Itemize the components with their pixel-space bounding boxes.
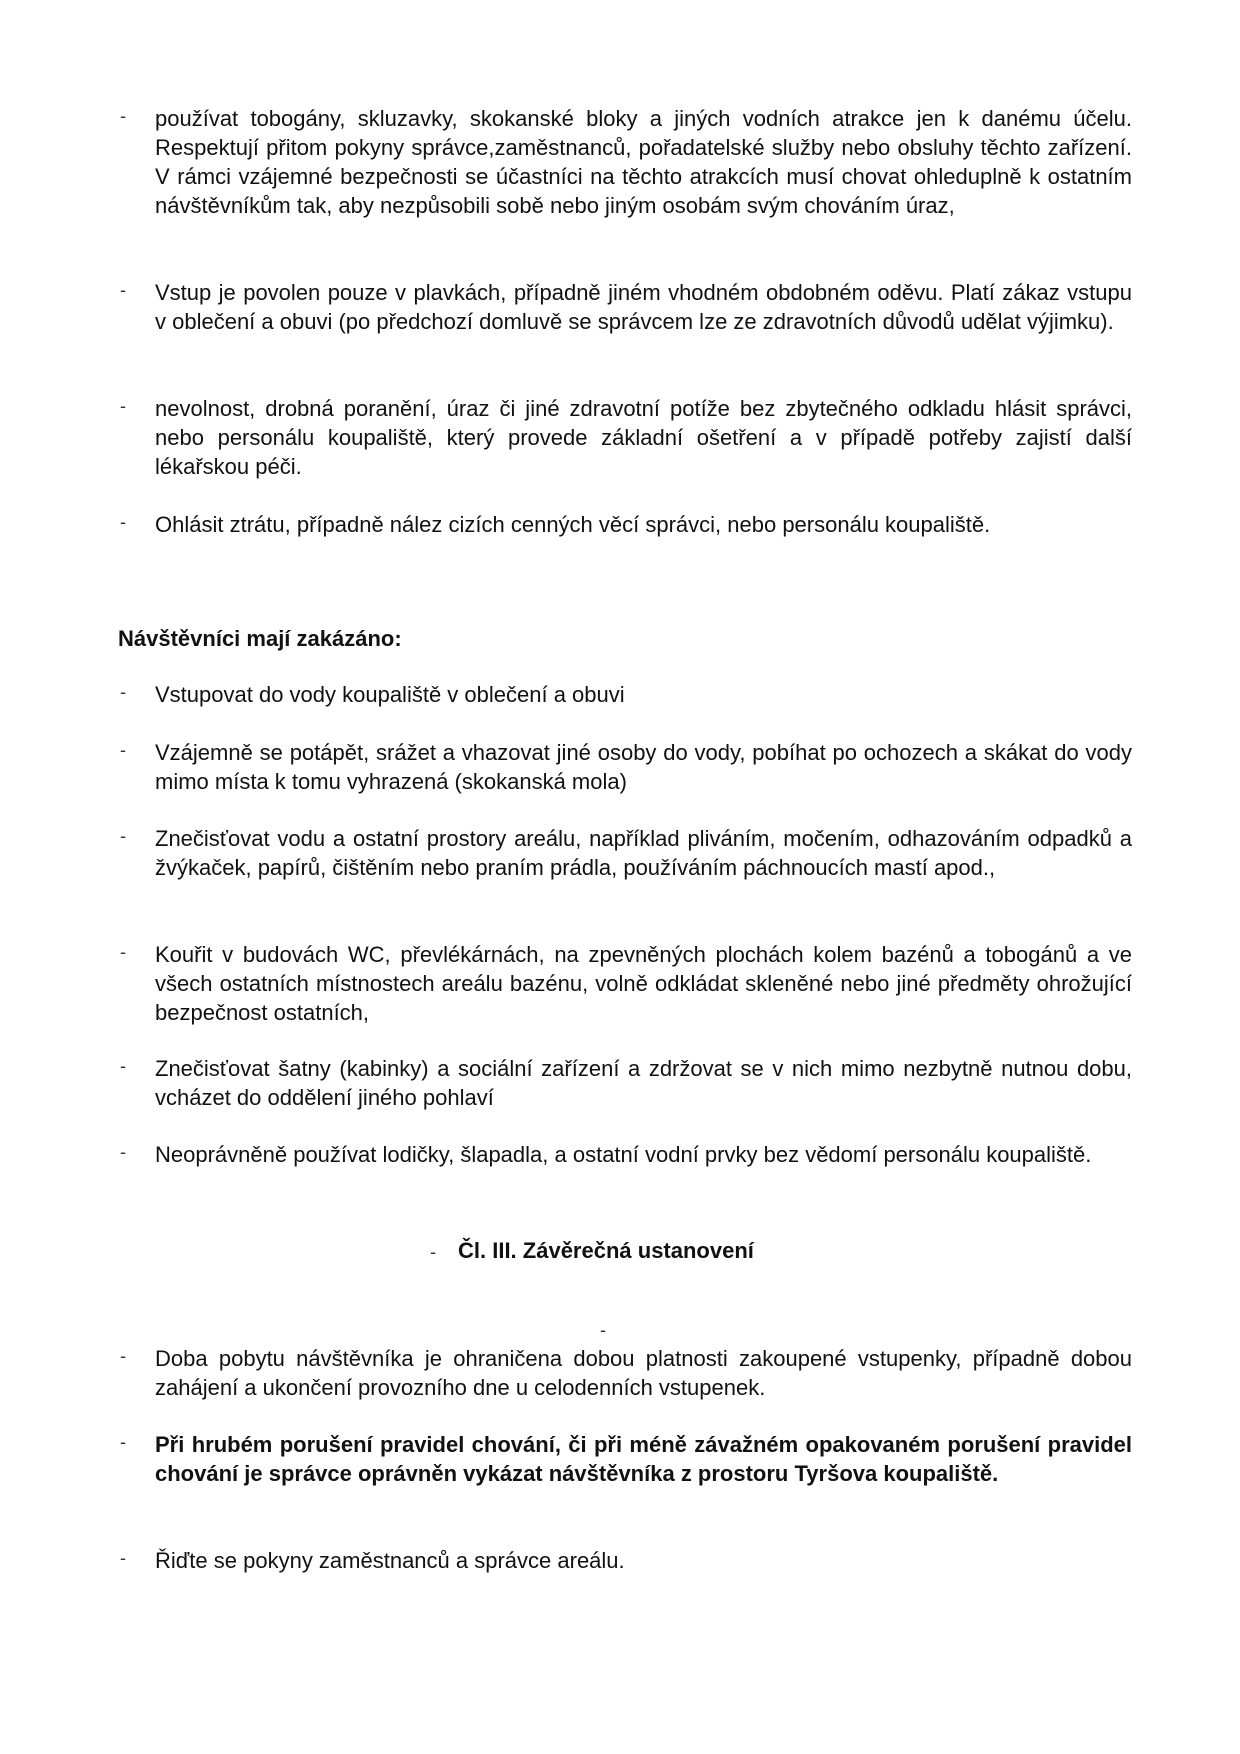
section-title [430, 1238, 754, 1264]
list-item [120, 680, 1132, 709]
list-item-text: používat tobogány, skluzavky, skokanské bloky a jiných vodních atrakce jen k danému účelu. Respektují přitom pokyny správce,zaměstnanců, pořadatelské služby nebo obsluhy těchto zařízení. V rámci vzájemné bezpečnosti se účastníci na těchto atrakcích musí chovat ohleduplně k ostatním návštěvníkům tak, aby nezpůsobili sobě nebo jiným osobám svým chováním úraz, [155, 106, 1132, 218]
list-item [120, 1430, 1132, 1488]
bullet-dash: - [120, 512, 126, 532]
list-item [120, 510, 1132, 539]
list-item [120, 1344, 1132, 1402]
bullet-dash: - [120, 280, 126, 300]
list-item-text: nevolnost, drobná poranění, úraz či jiné zdravotní potíže bez zbytečného odkladu hlásit správci, nebo personálu koupaliště, který provede základní ošetření a v případě potřeby zajistí další lékařskou péči. [155, 396, 1132, 479]
bullet-dash: - [120, 1056, 126, 1076]
list-item-text: Ohlásit ztrátu, případně nález cizích cenných věcí správci, nebo personálu koupaliště. [155, 512, 991, 537]
list-item [120, 1140, 1132, 1169]
list-item [120, 394, 1132, 481]
list-item [120, 1546, 1132, 1575]
stray-dash: - [600, 1320, 606, 1340]
list-item [120, 104, 1132, 220]
list-item-text: Znečisťovat vodu a ostatní prostory areálu, například pliváním, močením, odhazováním odpadků a žvýkaček, papírů, čištěním nebo praním prádla, používáním páchnoucích mastí apod., [155, 826, 1132, 880]
list-item-text: Neoprávněně používat lodičky, šlapadla, a ostatní vodní prvky bez vědomí personálu koupaliště. [155, 1142, 1092, 1167]
list-item-text: Doba pobytu návštěvníka je ohraničena dobou platnosti zakoupené vstupenky, případně dobou zahájení a ukončení provozního dne u celodenních vstupenek. [155, 1346, 1132, 1400]
list-item-text: Vstup je povolen pouze v plavkách, případně jiném vhodném obdobném oděvu. Platí zákaz vstupu v oblečení a obuvi (po předchozí domluvě se správcem lze ze zdravotních důvodů udělat výjimku). [155, 280, 1132, 334]
bullet-dash: - [120, 1346, 126, 1366]
bullet-dash: - [120, 942, 126, 962]
list-item-text: Vstupovat do vody koupaliště v oblečení a obuvi [155, 682, 625, 707]
bullet-dash: - [120, 1548, 126, 1568]
list-item-text: Znečisťovat šatny (kabinky) a sociální zařízení a zdržovat se v nich mimo nezbytně nutnou dobu, vcházet do oddělení jiného pohlaví [155, 1056, 1132, 1110]
bullet-dash: - [120, 1142, 126, 1162]
list-item-text: Řiďte se pokyny zaměstnanců a správce areálu. [155, 1548, 625, 1573]
list-item [120, 278, 1132, 336]
section-heading-prohibited: Návštěvníci mají zakázáno: [118, 626, 402, 651]
bullet-dash: - [120, 396, 126, 416]
bullet-dash: - [120, 106, 126, 126]
list-item-text-bold: Při hrubém porušení pravidel chování, či při méně závažném opakovaném porušení pravidel chování je správce oprávněn vykázat návštěvníka z prostoru Tyršova koupaliště. [155, 1432, 1132, 1486]
bullet-dash: - [120, 682, 126, 702]
section-title-text: Čl. III. Závěrečná ustanovení [458, 1238, 754, 1263]
section-dash: - [430, 1242, 436, 1262]
bullet-dash: - [120, 740, 126, 760]
bullet-dash: - [120, 826, 126, 846]
list-item [120, 738, 1132, 796]
list-item [120, 940, 1132, 1027]
list-item [120, 1054, 1132, 1112]
bullet-dash: - [120, 1432, 126, 1452]
list-item-text: Vzájemně se potápět, srážet a vhazovat jiné osoby do vody, pobíhat po ochozech a skákat do vody mimo místa k tomu vyhrazená (skokanská mola) [155, 740, 1132, 794]
list-item-text: Kouřit v budovách WC, převlékárnách, na zpevněných plochách kolem bazénů a tobogánů a ve všech ostatních místnostech areálu bazénu, volně odkládat skleněné nebo jiné předměty ohrožující bezpečnost ostatních, [155, 942, 1132, 1025]
list-item [120, 824, 1132, 882]
